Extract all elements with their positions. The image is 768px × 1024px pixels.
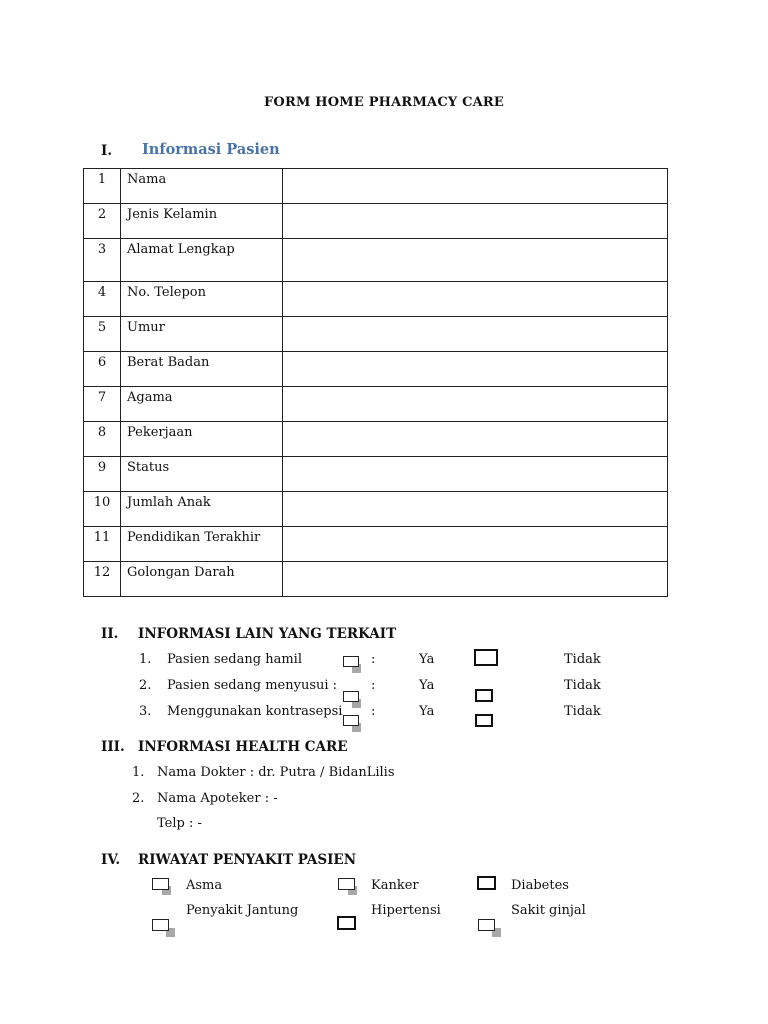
row-value-field[interactable] — [283, 387, 668, 422]
disease-label-diabetes: Diabetes — [511, 878, 569, 893]
row-value-field[interactable] — [283, 352, 668, 387]
section-3-title: INFORMASI HEALTH CARE — [138, 739, 348, 755]
table-row — [84, 387, 668, 422]
question-number: 2. — [139, 678, 152, 693]
section-3-number: III. — [101, 739, 125, 755]
table-row — [84, 317, 668, 352]
question-colon: : — [371, 652, 376, 667]
checkbox-contraception-no[interactable] — [475, 714, 493, 727]
checkbox-sakit-ginjal[interactable] — [478, 919, 495, 931]
row-label: Umur — [121, 317, 283, 352]
row-label: Jumlah Anak — [121, 492, 283, 527]
checkbox-breastfeeding-no[interactable] — [475, 689, 493, 702]
row-number: 4 — [84, 282, 121, 317]
row-number: 1 — [84, 169, 121, 204]
checkbox-kanker[interactable] — [338, 878, 355, 890]
row-label: Golongan Darah — [121, 562, 283, 597]
row-label: Jenis Kelamin — [121, 204, 283, 239]
row-number: 5 — [84, 317, 121, 352]
list-number: 2. — [132, 791, 145, 806]
row-number: 3 — [84, 239, 121, 282]
row-label: Berat Badan — [121, 352, 283, 387]
table-row — [84, 562, 668, 597]
disease-label-penyakit-jantung: Penyakit Jantung — [186, 903, 299, 918]
checkbox-pregnant-yes[interactable] — [343, 656, 359, 667]
row-label: No. Telepon — [121, 282, 283, 317]
table-row — [84, 169, 668, 204]
checkbox-diabetes[interactable] — [477, 876, 496, 890]
row-value-field[interactable] — [283, 492, 668, 527]
table-row — [84, 239, 668, 282]
form-title: FORM HOME PHARMACY CARE — [263, 95, 505, 110]
row-number: 11 — [84, 527, 121, 562]
question-colon: : — [371, 678, 376, 693]
question-label-pregnant: Pasien sedang hamil — [167, 652, 302, 667]
table-row — [84, 204, 668, 239]
checkbox-pregnant-no[interactable] — [474, 649, 498, 666]
table-row — [84, 527, 668, 562]
row-number: 8 — [84, 422, 121, 457]
table-row — [84, 352, 668, 387]
pharmacist-phone: Telp : - — [157, 816, 202, 831]
row-number: 9 — [84, 457, 121, 492]
row-value-field[interactable] — [283, 282, 668, 317]
row-label: Pendidikan Terakhir — [121, 527, 283, 562]
checkbox-hipertensi[interactable] — [337, 916, 356, 930]
patient-info-table — [83, 168, 668, 597]
table-row — [84, 282, 668, 317]
row-number: 7 — [84, 387, 121, 422]
row-value-field[interactable] — [283, 317, 668, 352]
section-2-title: INFORMASI LAIN YANG TERKAIT — [138, 626, 397, 642]
table-row — [84, 492, 668, 527]
row-value-field[interactable] — [283, 204, 668, 239]
row-value-field[interactable] — [283, 527, 668, 562]
answer-no-label: Tidak — [564, 678, 601, 693]
section-4-number: IV. — [101, 852, 121, 868]
row-label: Alamat Lengkap — [121, 239, 283, 282]
row-number: 10 — [84, 492, 121, 527]
row-label: Agama — [121, 387, 283, 422]
row-value-field[interactable] — [283, 457, 668, 492]
section-1-title: Informasi Pasien — [142, 141, 280, 158]
checkbox-penyakit-jantung[interactable] — [152, 919, 169, 931]
answer-no-label: Tidak — [564, 652, 601, 667]
doctor-name: Nama Dokter : dr. Putra / BidanLilis — [157, 765, 395, 780]
row-number: 2 — [84, 204, 121, 239]
disease-label-hipertensi: Hipertensi — [371, 903, 441, 918]
answer-yes-label: Ya — [419, 652, 435, 667]
row-value-field[interactable] — [283, 169, 668, 204]
question-label-breastfeeding: Pasien sedang menyusui : — [167, 678, 338, 693]
list-number: 1. — [132, 765, 145, 780]
answer-yes-label: Ya — [419, 704, 435, 719]
checkbox-breastfeeding-yes[interactable] — [343, 691, 359, 702]
table-row — [84, 457, 668, 492]
row-number: 12 — [84, 562, 121, 597]
table-row — [84, 422, 668, 457]
answer-no-label: Tidak — [564, 704, 601, 719]
disease-label-sakit-ginjal: Sakit ginjal — [511, 903, 586, 918]
question-label-contraception: Menggunakan kontrasepsi — [167, 704, 343, 719]
checkbox-asma[interactable] — [152, 878, 169, 890]
row-number: 6 — [84, 352, 121, 387]
row-label: Status — [121, 457, 283, 492]
question-colon: : — [371, 704, 376, 719]
row-label: Nama — [121, 169, 283, 204]
checkbox-contraception-yes[interactable] — [343, 715, 359, 726]
row-value-field[interactable] — [283, 562, 668, 597]
disease-label-kanker: Kanker — [371, 878, 419, 893]
answer-yes-label: Ya — [419, 678, 435, 693]
disease-label-asma: Asma — [186, 878, 223, 893]
question-number: 3. — [139, 704, 152, 719]
row-label: Pekerjaan — [121, 422, 283, 457]
row-value-field[interactable] — [283, 422, 668, 457]
section-4-title: RIWAYAT PENYAKIT PASIEN — [138, 852, 357, 868]
section-2-number: II. — [101, 626, 119, 642]
question-number: 1. — [139, 652, 152, 667]
pharmacist-name: Nama Apoteker : - — [157, 791, 278, 806]
section-1-number: I. — [101, 143, 113, 159]
row-value-field[interactable] — [283, 239, 668, 282]
